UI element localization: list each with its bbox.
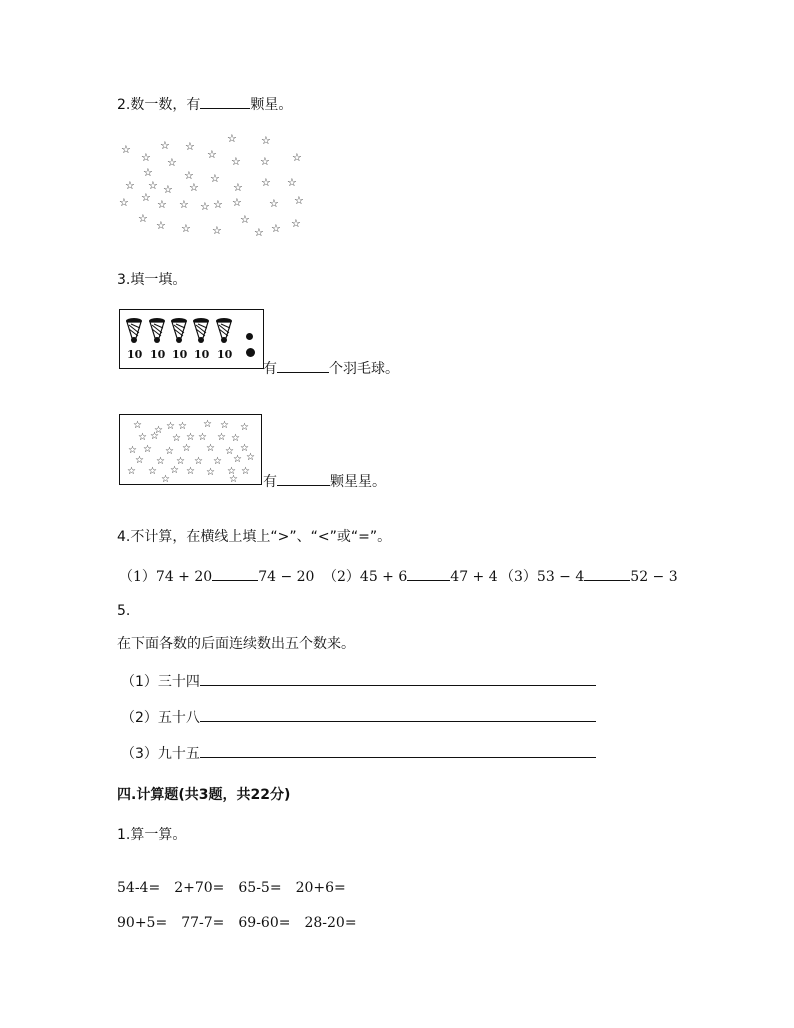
star-outline-icon: ☆ [198, 432, 207, 443]
star-outline-icon: ☆ [206, 443, 215, 454]
star-outline-icon: ☆ [135, 455, 144, 466]
calc-expression: 69-60= [238, 915, 291, 931]
star-outline-icon: ☆ [217, 432, 226, 443]
q4-item-1 [119, 566, 314, 586]
q4-compare-blank[interactable] [212, 566, 258, 581]
shuttle-count-label: 10 [150, 348, 166, 361]
q5-item-label: 五十八 [157, 710, 200, 726]
calc-row-2 [117, 914, 357, 932]
q2-text-a: 2.数一数，有 [117, 97, 201, 113]
star-outline-icon: ☆ [210, 172, 220, 185]
star-outline-icon: ☆ [213, 198, 223, 211]
star-outline-icon: ☆ [133, 420, 142, 431]
star-outline-icon: ☆ [141, 151, 151, 164]
star-outline-icon: ☆ [179, 198, 189, 211]
star-outline-icon: ☆ [233, 181, 243, 194]
calc-expression: 28-20= [304, 915, 357, 931]
calc-expression: 65-5= [238, 880, 282, 896]
star-outline-icon: ☆ [186, 466, 195, 477]
star-outline-icon: ☆ [185, 140, 195, 153]
star-outline-icon: ☆ [182, 443, 191, 454]
q2-line [117, 94, 292, 114]
star-outline-icon: ☆ [232, 196, 242, 209]
q5-item-1 [121, 671, 596, 691]
star-outline-icon: ☆ [213, 456, 222, 467]
star-outline-icon: ☆ [200, 200, 210, 213]
q5-answer-line[interactable] [200, 671, 596, 686]
star-outline-icon: ☆ [203, 419, 212, 430]
star-outline-icon: ☆ [172, 433, 181, 444]
star-outline-icon: ☆ [212, 224, 222, 237]
star-outline-icon: ☆ [241, 466, 250, 477]
calc-row-1 [117, 879, 346, 897]
q5-answer-line[interactable] [200, 743, 596, 758]
q5-item-number: （1） [121, 674, 158, 690]
star-outline-icon: ☆ [227, 132, 237, 145]
shuttlecock-icon [215, 316, 233, 346]
star-outline-icon: ☆ [254, 226, 264, 239]
star-outline-icon: ☆ [143, 444, 152, 455]
q4-item-2 [323, 566, 498, 586]
q3-line1-text-b: 个羽毛球。 [329, 361, 399, 377]
q5-item-label: 九十五 [157, 746, 200, 762]
q4-left-expr: 74 + 20 [155, 569, 213, 585]
q4-right-expr: 47 + 4 [450, 569, 498, 585]
calc-title: 1.算一算。 [117, 827, 187, 843]
star-outline-icon: ☆ [261, 134, 271, 147]
q3-line1-text-a: 有 [263, 361, 277, 377]
star-outline-icon: ☆ [294, 194, 304, 207]
q5-item-number: （2） [121, 710, 158, 726]
star-outline-icon: ☆ [148, 466, 157, 477]
calc-expression: 90+5= [117, 915, 168, 931]
star-outline-icon: ☆ [119, 196, 129, 209]
q3-star-answer-blank[interactable] [277, 471, 330, 486]
star-outline-icon: ☆ [167, 156, 177, 169]
star-outline-icon: ☆ [194, 456, 203, 467]
star-outline-icon: ☆ [138, 212, 148, 225]
star-outline-icon: ☆ [287, 176, 297, 189]
star-outline-icon: ☆ [156, 456, 165, 467]
star-outline-icon: ☆ [128, 445, 137, 456]
star-outline-icon: ☆ [227, 466, 236, 477]
star-outline-icon: ☆ [229, 474, 238, 485]
star-outline-icon: ☆ [233, 454, 242, 465]
q5-answer-line[interactable] [200, 707, 596, 722]
shuttle-count-label: 10 [172, 348, 188, 361]
calc-expression: 2+70= [174, 880, 225, 896]
q4-compare-blank[interactable] [584, 566, 630, 581]
shuttlecock-icon [148, 316, 166, 346]
shuttle-count-label: 10 [194, 348, 210, 361]
shuttlecock-icon [125, 316, 143, 346]
shuttle-count-label: 10 [127, 348, 143, 361]
star-outline-icon: ☆ [231, 433, 240, 444]
q4-item-number: （2） [323, 569, 360, 585]
q5-item-number: （3） [121, 746, 158, 762]
q4-item-number: （1） [119, 569, 156, 585]
star-outline-icon: ☆ [184, 169, 194, 182]
star-outline-icon: ☆ [138, 432, 147, 443]
q3-line1 [263, 358, 399, 378]
ball-icon [246, 348, 255, 357]
q5-item-label: 三十四 [157, 674, 200, 690]
q2-answer-blank[interactable] [200, 94, 250, 109]
star-outline-icon: ☆ [170, 465, 179, 476]
star-outline-icon: ☆ [240, 213, 250, 226]
star-outline-icon: ☆ [125, 179, 135, 192]
section-heading: 四.计算题(共3题，共22分) [117, 787, 291, 803]
q4-right-expr: 74 − 20 [258, 569, 315, 585]
shuttlecock-icon [192, 316, 210, 346]
star-outline-icon: ☆ [161, 474, 170, 485]
shuttle-count-label: 10 [217, 348, 233, 361]
q4-compare-blank[interactable] [407, 566, 450, 581]
q5-number: 5. [117, 603, 131, 619]
star-outline-icon: ☆ [261, 176, 271, 189]
star-outline-icon: ☆ [157, 198, 167, 211]
star-outline-icon: ☆ [165, 446, 174, 457]
star-outline-icon: ☆ [154, 425, 163, 436]
calc-expression: 77-7= [181, 915, 225, 931]
q4-right-expr: 52 − 3 [630, 569, 678, 585]
q5-item-3 [121, 743, 596, 763]
star-outline-icon: ☆ [160, 139, 170, 152]
star-outline-icon: ☆ [143, 166, 153, 179]
star-outline-icon: ☆ [156, 219, 166, 232]
q4-left-expr: 53 − 4 [536, 569, 585, 585]
star-outline-icon: ☆ [220, 420, 229, 431]
star-outline-icon: ☆ [163, 183, 173, 196]
q5-title: 在下面各数的后面连续数出五个数来。 [117, 636, 355, 652]
star-outline-icon: ☆ [207, 148, 217, 161]
star-outline-icon: ☆ [176, 456, 185, 467]
shuttlecock-icon [170, 316, 188, 346]
q4-item-number: （3） [500, 569, 537, 585]
q3-line2 [263, 471, 386, 491]
star-outline-icon: ☆ [181, 222, 191, 235]
q3-title: 3.填一填。 [117, 272, 187, 288]
star-outline-icon: ☆ [246, 452, 255, 463]
star-outline-icon: ☆ [292, 151, 302, 164]
q3-shuttle-answer-blank[interactable] [277, 358, 329, 373]
star-outline-icon: ☆ [240, 443, 249, 454]
star-outline-icon: ☆ [178, 421, 187, 432]
star-outline-icon: ☆ [271, 222, 281, 235]
star-outline-icon: ☆ [148, 179, 158, 192]
star-outline-icon: ☆ [269, 197, 279, 210]
star-outline-icon: ☆ [127, 466, 136, 477]
star-outline-icon: ☆ [166, 421, 175, 432]
star-outline-icon: ☆ [121, 143, 131, 156]
star-outline-icon: ☆ [240, 422, 249, 433]
star-outline-icon: ☆ [260, 155, 270, 168]
q4-title: 4.不计算，在横线上填上“>”、“<”或“=”。 [117, 529, 392, 545]
star-outline-icon: ☆ [231, 155, 241, 168]
q5-item-2 [121, 707, 596, 727]
star-outline-icon: ☆ [206, 467, 215, 478]
calc-expression: 54-4= [117, 880, 161, 896]
q3-line2-text-a: 有 [263, 474, 277, 490]
star-outline-icon: ☆ [291, 217, 301, 230]
star-outline-icon: ☆ [189, 181, 199, 194]
star-outline-icon: ☆ [186, 432, 195, 443]
star-outline-icon: ☆ [150, 431, 159, 442]
ball-icon [246, 333, 253, 340]
q3-line2-text-b: 颗星星。 [330, 474, 386, 490]
q4-item-3 [500, 566, 678, 586]
star-outline-icon: ☆ [141, 191, 151, 204]
calc-expression: 20+6= [295, 880, 346, 896]
star-outline-icon: ☆ [225, 446, 234, 457]
q2-text-b: 颗星。 [250, 97, 293, 113]
q4-left-expr: 45 + 6 [359, 569, 408, 585]
